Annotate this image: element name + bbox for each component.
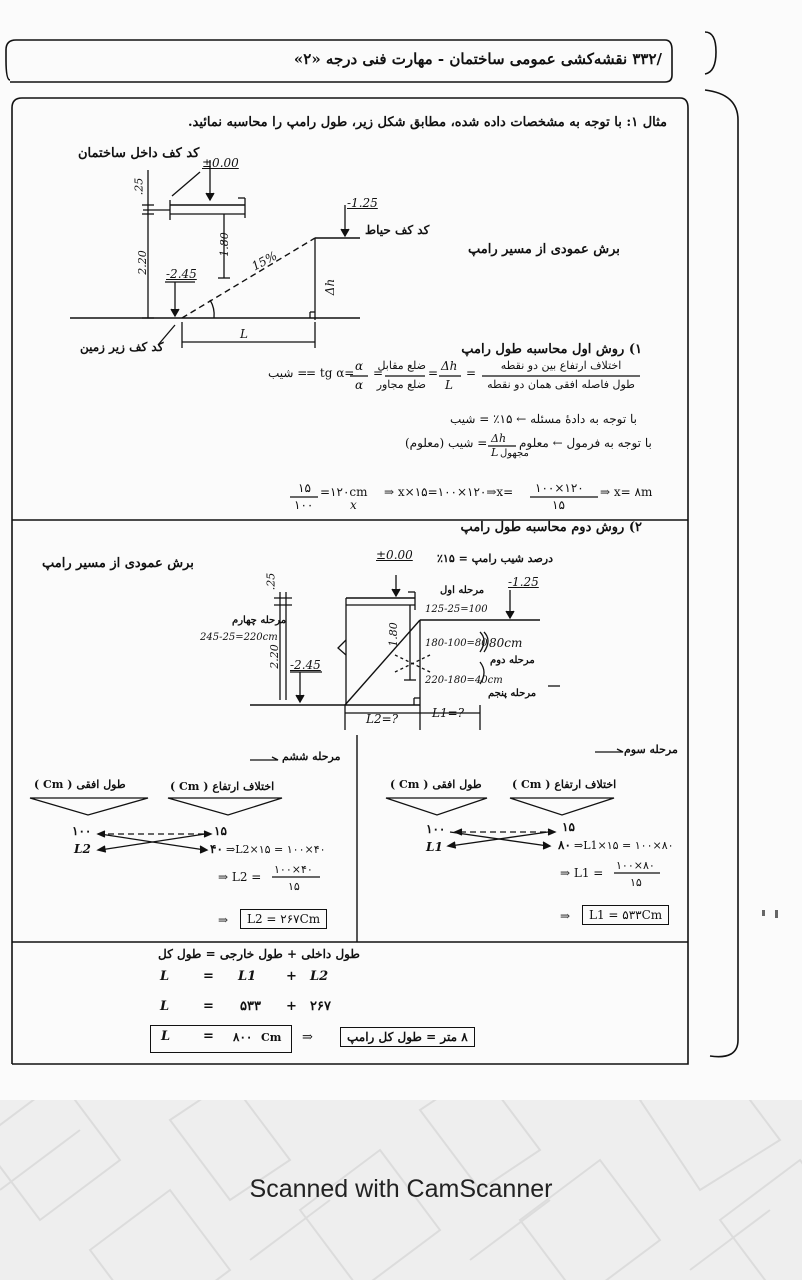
- method2-step1: مرحله اول: [440, 585, 485, 596]
- method2-dim-220: 2.20: [267, 644, 281, 669]
- method1-calc-rest: ⇒ x×۱۵=۱۰۰×۱۲۰⇒x=: [384, 485, 514, 499]
- method2-cm80: 80cm: [489, 636, 523, 650]
- fig1-delta-h: Δh: [323, 278, 338, 296]
- method2-title: ۲) روش دوم محاسبه طول رامپ: [460, 520, 642, 535]
- right-bracket-main: [705, 90, 738, 1057]
- method2-slope: درصد شیب رامپ = ۱۵٪: [437, 552, 554, 565]
- total-result-box: [150, 1025, 292, 1053]
- method1-calc-120: =۱۲۰cm: [320, 485, 368, 499]
- left-calc-col-height: اختلاف ارتفاع ( Cm ): [170, 780, 275, 793]
- scan-mark: [762, 910, 765, 916]
- method2-elev-245: -2.45: [290, 658, 321, 672]
- method1-calc-15: ۱۵: [298, 481, 311, 495]
- method1-title: ۱) روش اول محاسبه طول رامپ: [461, 342, 642, 357]
- left-calc-eq1: ⇒L2×۱۵ = ۱۰۰×۴۰: [226, 843, 326, 856]
- right-calc-col-horizontal: طول افقی ( Cm ): [390, 778, 482, 791]
- left-calc-v100: ۱۰۰: [72, 824, 92, 838]
- total-arrow: ⇒: [302, 1030, 313, 1045]
- right-calc-eq2-den: ۱۵: [630, 876, 642, 889]
- method2-L2: L2=?: [366, 712, 399, 726]
- left-calc-eq2-num: ۱۰۰×۴۰: [274, 863, 313, 876]
- total-r3-c3: ۸۰۰: [233, 1030, 253, 1044]
- page-header: /۳۳۲ نقشه‌کشی عمومی ساختمان - مهارت فنی درجه «۲»: [293, 50, 662, 68]
- total-r2-c1: L: [160, 999, 170, 1014]
- method2-elev-000: ±0.00: [376, 548, 413, 562]
- method1-frac-num: اختلاف ارتفاع بین دو نقطه: [500, 359, 622, 372]
- right-bracket-top: [705, 32, 716, 74]
- method1-eq-dh: Δh: [441, 359, 458, 373]
- method1-frac-den: طول فاصله افقی همان دو نقطه: [487, 378, 635, 391]
- left-calc-v15: ۱۵: [214, 824, 227, 838]
- fig1-dim-220: 2.20: [135, 250, 149, 275]
- total-r2-c5: ۲۶۷: [310, 999, 331, 1014]
- fig1-elev-125: -1.25: [347, 196, 378, 210]
- total-r2-c4: +: [286, 999, 297, 1014]
- method1-eq-opp: ضلع مقابل: [377, 359, 426, 372]
- method2-step5: مرحله پنجم: [488, 688, 537, 699]
- method1-calc-x: x: [350, 498, 357, 512]
- fig1-label-basement: کد کف زیر زمین: [80, 340, 164, 354]
- total-r3-c1: L: [161, 1029, 171, 1044]
- method1-calc-100: ۱۰۰: [294, 498, 314, 512]
- method1-given2-b: = شیب (معلوم): [405, 436, 488, 450]
- method1-given2-dh: Δh: [491, 432, 507, 445]
- method1-given1: با توجه به دادهٔ مسئله ← ۱۵٪ = شیب: [449, 412, 637, 426]
- total-r1-c3: L1: [238, 969, 257, 984]
- total-final: ۸ متر = طول کل رامپ: [340, 1027, 475, 1047]
- method1-eq-shib: = شیب: [268, 366, 308, 380]
- method2-step2: مرحله دوم: [490, 655, 535, 666]
- method1-calc-res: ⇒ x= ۸m: [600, 485, 653, 499]
- total-r1-c4: +: [286, 969, 297, 984]
- right-calc-col-height: اختلاف ارتفاع ( Cm ): [512, 778, 617, 791]
- right-calc-eq2-lhs: ⇒ L1 =: [560, 866, 604, 880]
- right-calc-v80: ۸۰: [558, 838, 571, 852]
- fig1-dim-25: .25: [132, 177, 146, 196]
- fig1-section-title: برش عمودی از مسیر رامپ: [468, 242, 620, 257]
- total-r1-c2: =: [203, 969, 214, 984]
- method1-eq-alpha: α: [355, 359, 364, 373]
- method2-elev-125: -1.25: [508, 575, 539, 589]
- method2-calc1: 125-25=100: [425, 604, 488, 615]
- method2-calc3: 220-180=40cm: [425, 675, 503, 686]
- method1-given2-a: با توجه به فرمول ← معلوم: [519, 436, 652, 450]
- scanner-watermark-text: Scanned with CamScanner: [249, 1175, 553, 1203]
- fig1-label-yard: کد کف حیاط: [365, 223, 430, 237]
- method2-calc2: 180-100=80: [425, 638, 488, 649]
- method1-eq-tail: = tg α=: [306, 366, 355, 380]
- method2-step4: مرحله چهارم: [232, 615, 287, 626]
- left-calc-result: L2 = ۲۶۷Cm: [240, 909, 327, 929]
- method2-dim-25: .25: [264, 572, 278, 591]
- method1-eq-L: L: [445, 378, 453, 392]
- method1-eq-alpha-den: α: [355, 378, 364, 392]
- scan-mark-2: [775, 910, 778, 918]
- method2-section-title: برش عمودی از مسیر رامپ: [42, 556, 194, 571]
- left-calc-eq2-lhs: ⇒ L2 =: [218, 870, 262, 884]
- right-calc-eq2-num: ۱۰۰×۸۰: [616, 859, 655, 872]
- total-r2-c3: ۵۳۳: [240, 999, 261, 1014]
- method1-calc-num: ۱۰۰×۱۲۰: [535, 481, 584, 495]
- method1-given2-L: L: [491, 446, 499, 459]
- right-calc-step-label: مرحله سوم: [624, 743, 678, 756]
- method2-dim-180: 1.80: [386, 622, 400, 647]
- fig1-elev-000: ±0.00: [202, 156, 239, 170]
- total-r1-c1: L: [160, 969, 170, 984]
- method1-given2-unknown: مجهول: [500, 448, 529, 459]
- scanned-page: /۳۳۲ نقشه‌کشی عمومی ساختمان - مهارت فنی درجه «۲» مثال ۱: با توجه به مشخصات داده شده، مطابق شکل زیر، طول رامپ را محاسبه نمائید. کد کف داخل ساختمان ±0.00 .25 1.80 2.20 -2.45 15% -1.25 کد کف حیاط Δh L کد کف زیر زمین برش عمودی از مسیر رامپ ۱) روش اول محاسبه طول رامپ اختلاف ارتفاع بین دو نقطه طول فاصله افقی همان دو نقطه = Δh L = ضلع مقابل ضلع مجاور = α α = tg α= = شیب با توجه به دادهٔ مسئله ← ۱۵٪ = شیب با توجه به فرمول ← معلوم Δh L مجهول = شیب (معلوم) ۱۵ ۱۰۰ =۱۲۰cm x ⇒ x×۱۵=۱۰۰×۱۲۰⇒x= ۱۰۰×۱۲۰ ۱۵ ⇒ x= ۸m ۲) روش دوم محاسبه طول رامپ برش عمودی از مسیر رامپ درصد شیب رامپ = ۱۵٪ ±0.00 -1.25 مرحله اول 125-25=100 180-100=80 80cm مرحله دوم 220-180=40cm مرحله پنجم مرحله چهارم 245-25=220cm .25 1.80 2.20 -2.45 L2=? L1=? مرحله سوم اختلاف ارتفاع ( Cm ) طول افقی ( Cm ) ۱۰۰ ۱۵ L1 ۸۰ ⇒L1×۱۵ = ۱۰۰×۸۰ ⇒ L1 = ۱۰۰×۸۰ ۱۵ ⇒ L1 = ۵۳۳Cm مرحله ششم اختلاف ارتفاع ( Cm ) طول افقی ( Cm ) ۱۰۰ ۱۵ L2 ۴۰ ⇒L2×۱۵ = ۱۰۰×۴۰ ⇒ L2 = ۱۰۰×۴۰ ۱۵ ⇒ L2 = ۲۶۷Cm طول داخلی + طول خارجی = طول کل L = L1 + L2 L = ۵۳۳ + ۲۶۷ L = ۸۰۰ Cm ⇒ ۸ متر = طول کل رامپ: [0, 0, 802, 1100]
- total-r3-c2: =: [203, 1029, 214, 1044]
- total-r1-c5: L2: [310, 969, 329, 984]
- left-calc-L2: L2: [74, 842, 91, 856]
- right-calc-result: L1 = ۵۳۳Cm: [582, 905, 669, 925]
- method2-L1: L1=?: [432, 706, 465, 720]
- right-calc-L1: L1: [426, 840, 443, 854]
- left-calc-eq2-den: ۱۵: [288, 880, 300, 893]
- fig1-dim-L: L: [240, 327, 248, 341]
- fig1-elev-245: -2.45: [166, 267, 197, 281]
- left-calc-col-horizontal: طول افقی ( Cm ): [34, 778, 126, 791]
- right-calc-v15: ۱۵: [562, 820, 575, 834]
- example-statement: مثال ۱: با توجه به مشخصات داده شده، مطابق شکل زیر، طول رامپ را محاسبه نمائید.: [188, 115, 667, 130]
- left-calc-step-label: مرحله ششم: [282, 750, 341, 763]
- fig1-slope: 15%: [249, 248, 280, 274]
- right-calc-v100: ۱۰۰: [426, 822, 446, 836]
- method1-eq-adj: ضلع مجاور: [376, 378, 426, 391]
- total-r2-c2: =: [203, 999, 214, 1014]
- fig1-label-building-floor: کد کف داخل ساختمان: [78, 146, 200, 161]
- method1-calc-den: ۱۵: [552, 498, 565, 512]
- total-r3-c4: Cm: [261, 1031, 282, 1044]
- method2-calc4: 245-25=220cm: [200, 632, 278, 643]
- fig1-dim-180: 1.80: [217, 232, 231, 257]
- right-calc-eq1: ⇒L1×۱۵ = ۱۰۰×۸۰: [574, 839, 674, 852]
- left-calc-v40: ۴۰: [210, 842, 223, 856]
- total-title: طول داخلی + طول خارجی = طول کل: [158, 947, 360, 961]
